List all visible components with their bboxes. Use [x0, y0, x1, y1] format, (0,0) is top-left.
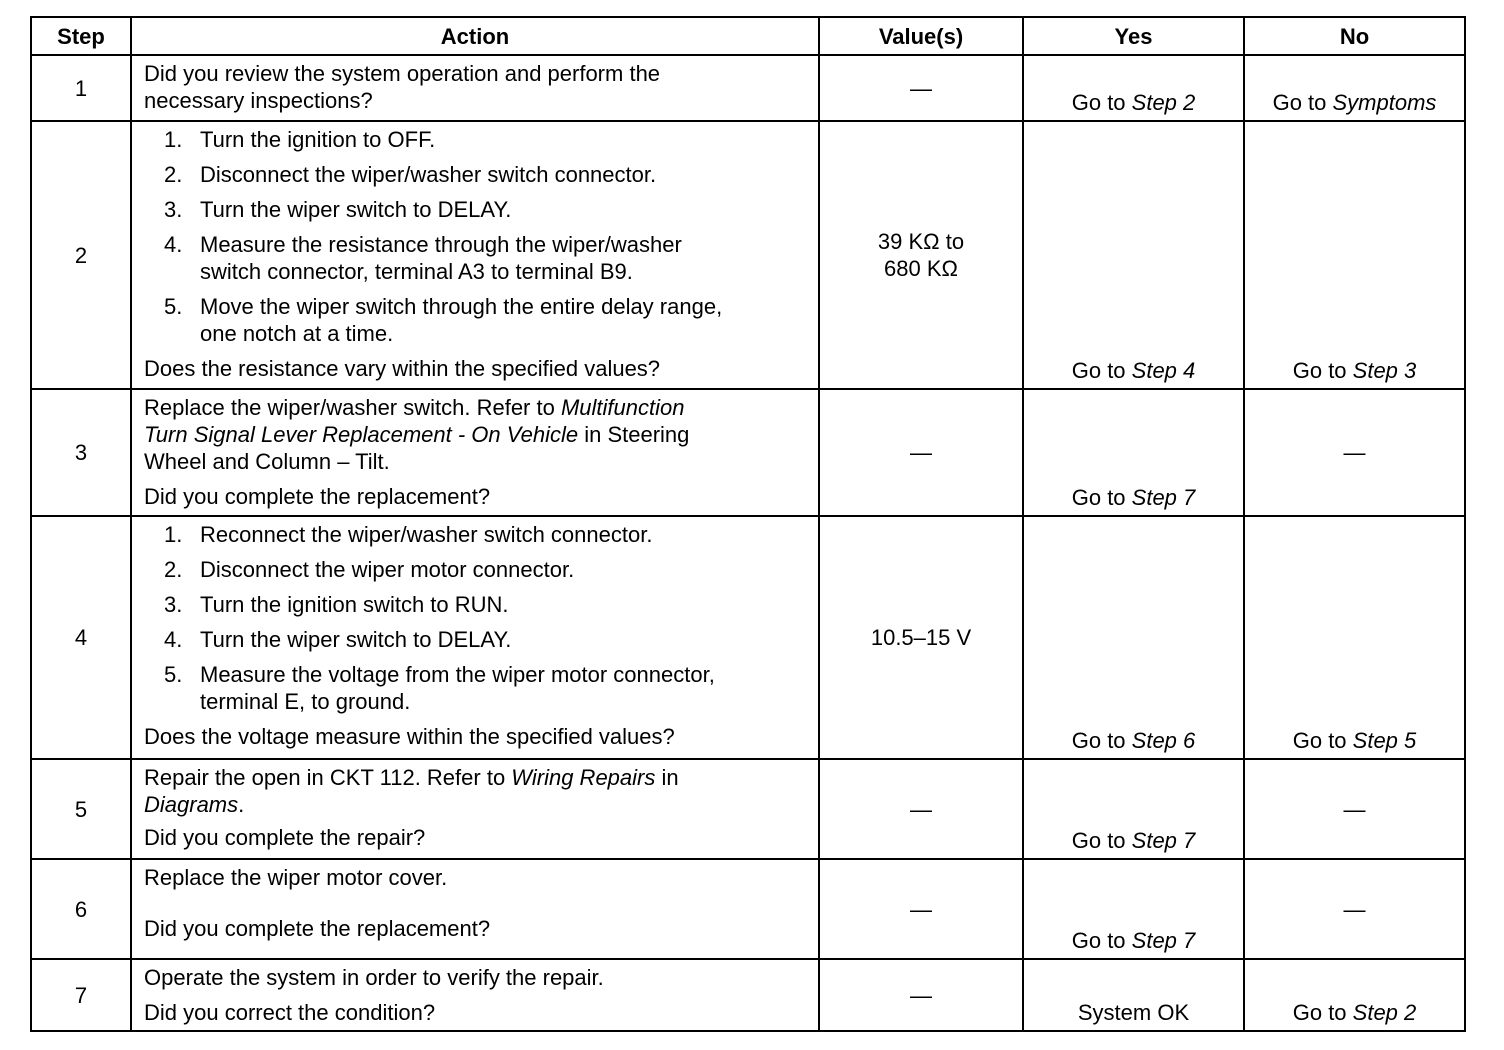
yes-cell: System OK: [1023, 959, 1244, 1031]
yes-cell: [1023, 389, 1244, 516]
dash: —: [910, 75, 932, 101]
action-cell: [131, 859, 819, 959]
value-cell: [819, 759, 1023, 859]
value-cell: [819, 121, 1023, 389]
yes-target: Step 7: [1131, 828, 1196, 853]
value-cell: [819, 55, 1023, 121]
dash: —: [1343, 796, 1366, 822]
table-row: [31, 759, 1465, 859]
yes-target: Step 6: [1131, 728, 1196, 753]
question-text: Did you complete the repair?: [144, 825, 426, 850]
no-prefix: Go to: [1292, 728, 1353, 753]
table-row: [31, 55, 1465, 121]
action-text: Replace the wiper/washer switch. Refer to Multifunction: [144, 395, 685, 420]
no-cell: [1244, 55, 1465, 121]
header-yes: Yes: [1023, 17, 1244, 55]
action-cell: [131, 759, 819, 859]
no-cell: [1244, 859, 1465, 959]
list-item: [144, 196, 806, 223]
no-cell: [1244, 759, 1465, 859]
step-number: 4: [31, 516, 131, 759]
no-prefix: Go to: [1272, 90, 1333, 115]
dash: —: [910, 440, 932, 465]
no-cell: [1244, 959, 1465, 1031]
question-text: Does the voltage measure within the specified values?: [144, 724, 675, 749]
yes-cell: [1023, 759, 1244, 859]
yes-prefix: Go to: [1071, 828, 1132, 853]
step-number: 2: [31, 121, 131, 389]
item-text: Disconnect the wiper motor connector.: [200, 557, 575, 582]
no-cell: [1244, 516, 1465, 759]
procedure-list: [144, 126, 806, 347]
value-text: 10.5–15 V: [870, 625, 972, 650]
value-cell: [819, 516, 1023, 759]
yes-cell: [1023, 516, 1244, 759]
action-text: necessary inspections?: [144, 88, 373, 113]
action-text: Wheel and Column – Tilt.: [144, 449, 390, 474]
item-number: 1.: [164, 522, 183, 547]
item-number: 5.: [164, 294, 183, 319]
table-row: [31, 516, 1465, 759]
item-number: 2.: [164, 162, 183, 187]
no-target: Step 2: [1352, 1000, 1417, 1025]
value-text: 39 KΩ to: [877, 229, 965, 254]
item-text: Turn the ignition to OFF.: [200, 127, 436, 152]
table-row: [31, 121, 1465, 389]
header-step: Step: [31, 17, 131, 55]
item-number: 4.: [164, 627, 183, 652]
item-text: Turn the wiper switch to DELAY.: [200, 197, 512, 222]
question-text: Did you correct the condition?: [144, 1000, 436, 1025]
item-text: Reconnect the wiper/washer switch connector.: [200, 522, 653, 547]
spacer: [144, 891, 806, 915]
action-cell: [131, 516, 819, 759]
procedure-list: [144, 521, 806, 715]
list-item: [144, 126, 806, 153]
item-text: switch connector, terminal A3 to terminal B9.: [200, 259, 633, 284]
action-cell: [131, 55, 819, 121]
dash: —: [1343, 896, 1366, 922]
list-item: [144, 231, 806, 285]
item-text: Turn the ignition switch to RUN.: [200, 592, 509, 617]
list-item: [144, 161, 806, 188]
yes-target: Step 4: [1131, 358, 1196, 383]
item-text: Measure the resistance through the wiper/washer: [200, 232, 682, 257]
yes-prefix: Go to: [1071, 928, 1132, 953]
yes-prefix: Go to: [1071, 358, 1132, 383]
yes-prefix: Go to: [1071, 485, 1132, 510]
action-cell: [131, 959, 819, 1031]
step-number: 3: [31, 389, 131, 516]
action-text: Did you review the system operation and perform the: [144, 61, 661, 86]
dash: —: [910, 796, 932, 822]
action-cell: [131, 121, 819, 389]
question-text: Does the resistance vary within the specified values?: [144, 356, 661, 381]
item-number: 4.: [164, 232, 183, 257]
no-prefix: Go to: [1292, 1000, 1353, 1025]
table-row: [31, 389, 1465, 516]
list-item: [144, 556, 806, 583]
yes-target: Step 7: [1131, 928, 1196, 953]
value-cell: [819, 389, 1023, 516]
no-target: Step 3: [1352, 358, 1417, 383]
no-target: Step 5: [1352, 728, 1417, 753]
header-no: No: [1244, 17, 1465, 55]
action-text: Repair the open in CKT 112. Refer to Wiring Repairs in: [144, 765, 679, 790]
list-item: [144, 626, 806, 653]
item-text: Disconnect the wiper/washer switch connector.: [200, 162, 657, 187]
step-number: 5: [31, 759, 131, 859]
no-cell: [1244, 389, 1465, 516]
list-item: [144, 293, 806, 347]
header-action: Action: [131, 17, 819, 55]
list-item: [144, 661, 806, 715]
dash: —: [910, 896, 932, 922]
action-text: Replace the wiper motor cover.: [144, 865, 448, 890]
item-text: Move the wiper switch through the entire delay range,: [200, 294, 723, 319]
item-number: 1.: [164, 127, 183, 152]
action-text: Operate the system in order to verify the repair.: [144, 965, 604, 990]
item-number: 5.: [164, 662, 183, 687]
header-row: [31, 17, 1465, 55]
item-text: one notch at a time.: [200, 321, 394, 346]
table-row: [31, 859, 1465, 959]
step-number: 1: [31, 55, 131, 121]
action-cell: [131, 389, 819, 516]
table-row: [31, 959, 1465, 1031]
item-text: terminal E, to ground.: [200, 689, 411, 714]
no-prefix: Go to: [1292, 358, 1353, 383]
header-values: Value(s): [819, 17, 1023, 55]
list-item: [144, 521, 806, 548]
action-text: Turn Signal Lever Replacement - On Vehicle in Steering: [144, 422, 690, 447]
value-cell: [819, 859, 1023, 959]
no-target: Symptoms: [1332, 90, 1437, 115]
yes-cell: [1023, 121, 1244, 389]
item-text: Turn the wiper switch to DELAY.: [200, 627, 512, 652]
yes-cell: [1023, 55, 1244, 121]
value-text: 680 KΩ: [884, 256, 958, 281]
yes-cell: [1023, 859, 1244, 959]
question-text: Did you complete the replacement?: [144, 916, 491, 941]
item-number: 3.: [164, 197, 183, 222]
action-text: Diagrams.: [144, 792, 245, 817]
step-number: 6: [31, 859, 131, 959]
item-number: 2.: [164, 557, 183, 582]
step-number: 7: [31, 959, 131, 1031]
yes-target: Step 7: [1131, 485, 1196, 510]
list-item: [144, 591, 806, 618]
dash: —: [910, 982, 932, 1008]
diagnostic-table: [30, 16, 1466, 1032]
value-cell: [819, 959, 1023, 1031]
yes-target: Step 2: [1131, 90, 1196, 115]
dash: —: [1343, 440, 1366, 465]
no-cell: [1244, 121, 1465, 389]
item-text: Measure the voltage from the wiper motor connector,: [200, 662, 715, 687]
yes-prefix: Go to: [1071, 90, 1132, 115]
yes-prefix: Go to: [1071, 728, 1132, 753]
item-number: 3.: [164, 592, 183, 617]
question-text: Did you complete the replacement?: [144, 484, 491, 509]
